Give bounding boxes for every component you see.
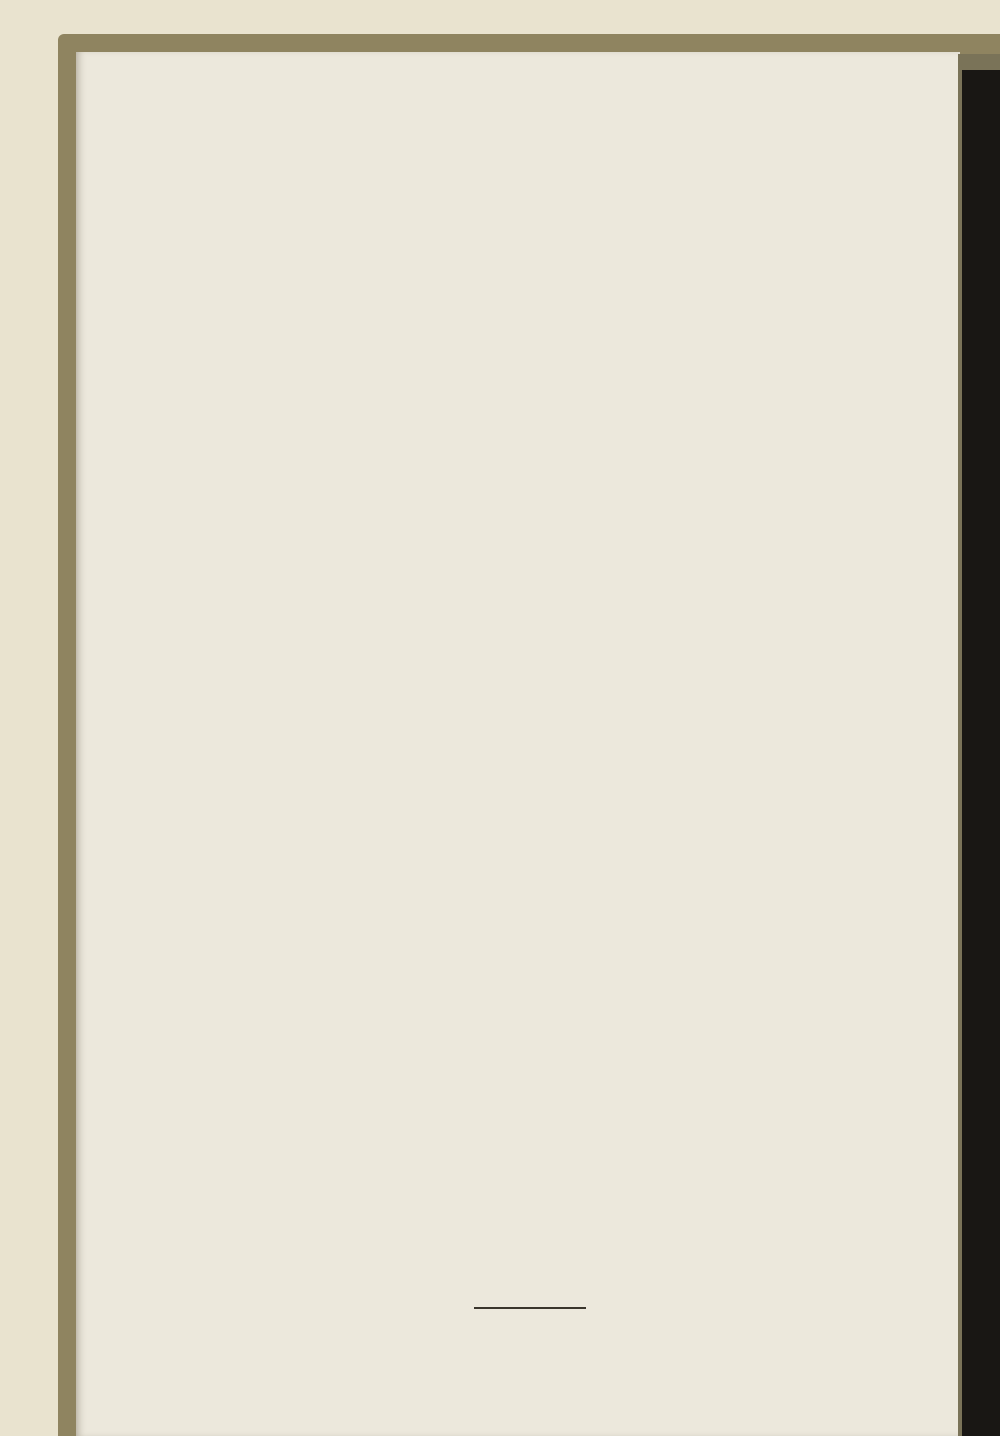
page-edge-shadow <box>962 70 1000 1436</box>
book-page <box>76 52 960 1436</box>
closing-rule <box>474 1307 586 1309</box>
